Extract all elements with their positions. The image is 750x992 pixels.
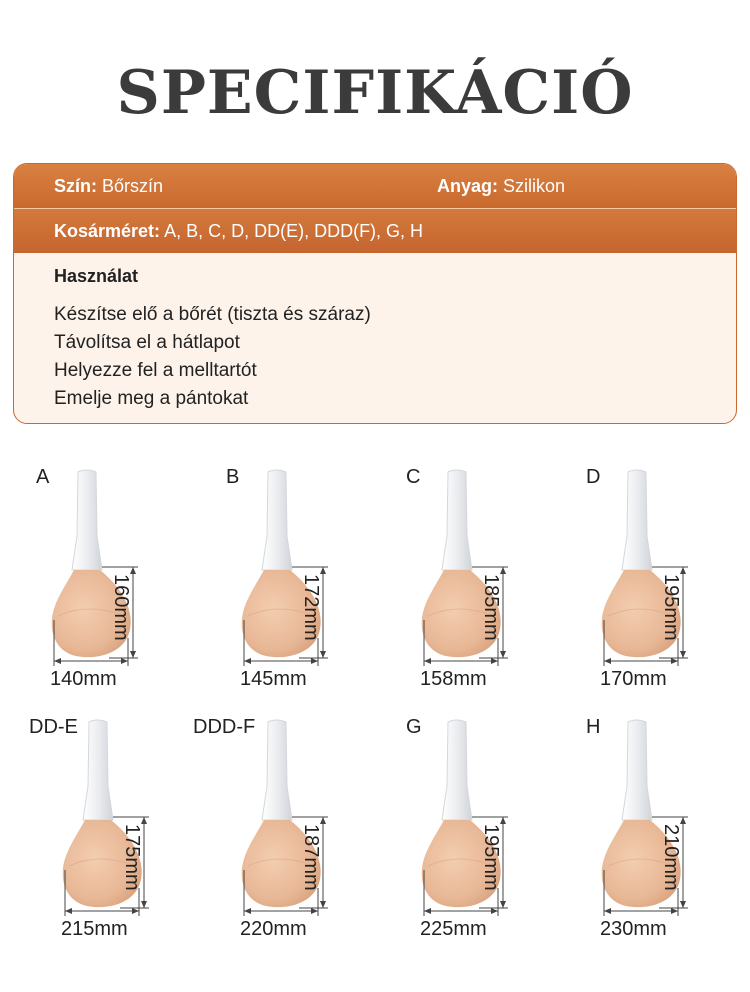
color-value: Bőrszín: [102, 175, 164, 196]
size-item-h: [564, 716, 744, 956]
page-title: SPECIFIKÁCIÓ: [116, 58, 634, 128]
size-item-b: [204, 466, 384, 706]
cup-value: A, B, C, D, DD(E), DDD(F), G, H: [164, 220, 424, 241]
usage-heading: Használat: [54, 266, 139, 286]
width-label: 145mm: [240, 668, 307, 690]
width-label: 140mm: [50, 668, 117, 690]
color-cell: [54, 176, 163, 197]
material-label: Anyag:: [437, 175, 499, 196]
width-label: 220mm: [240, 918, 307, 940]
size-item-d: [564, 466, 744, 706]
spec-row-color-material: [14, 164, 736, 209]
size-label: H: [586, 716, 601, 738]
size-item-ddd-f: [193, 716, 384, 956]
usage-section: [54, 266, 371, 413]
size-label: D: [586, 466, 601, 488]
usage-step: Helyezze fel a melltartót: [54, 360, 257, 381]
color-label: Szín:: [54, 175, 97, 196]
material-cell: [437, 176, 565, 197]
height-label: 185mm: [480, 574, 502, 641]
width-label: 158mm: [420, 668, 487, 690]
size-label: A: [36, 466, 50, 488]
height-label: 175mm: [121, 824, 143, 891]
width-label: 170mm: [600, 668, 667, 690]
usage-step: Emelje meg a pántokat: [54, 388, 249, 409]
size-item-dd-e: [25, 716, 205, 956]
cup-cell: [54, 221, 423, 242]
spec-row-cup-size: [14, 209, 736, 253]
material-value: Szilikon: [503, 175, 566, 196]
usage-step: Távolítsa el a hátlapot: [54, 332, 240, 353]
width-label: 225mm: [420, 918, 487, 940]
size-item-g: [384, 716, 564, 956]
size-label: B: [226, 466, 240, 488]
height-label: 210mm: [660, 824, 682, 891]
usage-steps: [54, 301, 371, 413]
width-label: 215mm: [61, 918, 128, 940]
width-label: 230mm: [600, 918, 667, 940]
height-label: 172mm: [300, 574, 322, 641]
size-label: DD-E: [29, 716, 78, 738]
size-label: C: [406, 466, 421, 488]
size-item-c: [384, 466, 564, 706]
usage-step: Készítse elő a bőrét (tiszta és száraz): [54, 304, 371, 325]
height-label: 195mm: [660, 574, 682, 641]
height-label: 187mm: [300, 824, 322, 891]
cup-label: Kosárméret:: [54, 220, 161, 241]
height-label: 160mm: [110, 574, 132, 641]
spec-table: [13, 163, 737, 424]
size-label: G: [406, 716, 422, 738]
size-item-a: [14, 466, 194, 706]
size-label: DDD-F: [193, 716, 256, 738]
height-label: 195mm: [480, 824, 502, 891]
